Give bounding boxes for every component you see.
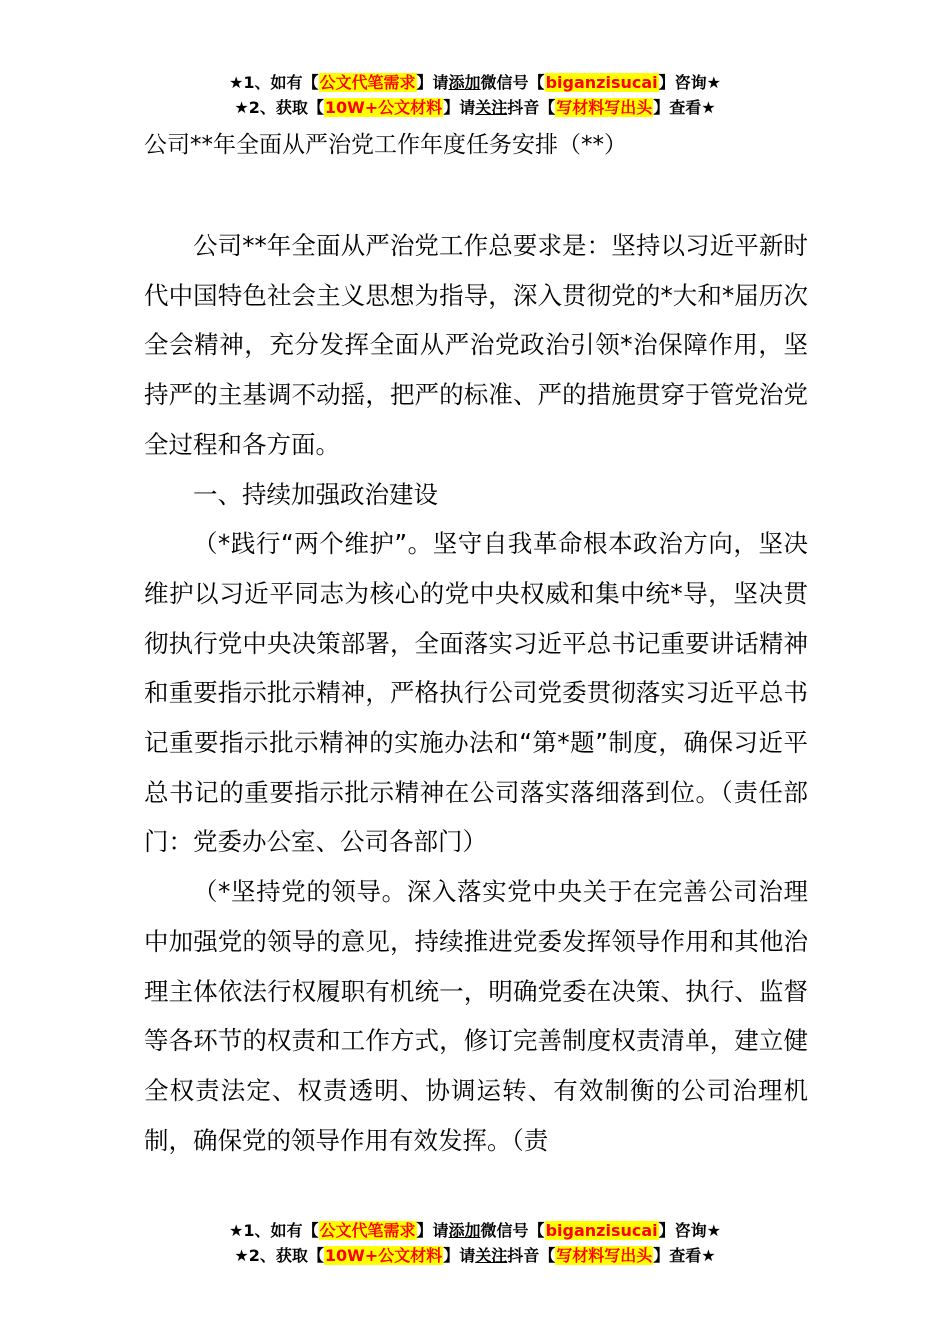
promo-douyin-id: 写材料写出头: [556, 98, 653, 117]
promo-line-1: [0, 70, 950, 95]
promo-text: ★1、如有【: [229, 1221, 319, 1240]
paragraph-party-leadership: （*坚持党的领导。深入落实党中央关于在完善公司治理中加强党的领导的意见，持续推进党委发挥领导作用和其他治理主体依法行权履职有机统一，明确党委在决策、执行、监督等各环节的权责和工作方式，修订完善制度权责清单，建立健全权责法定、权责透明、协调运转、有效制衡的公司治理机制，确保党的领导作用有效发挥。（责: [144, 877, 808, 1155]
promo-text: 】查看★: [653, 98, 716, 117]
promo-text: 】请: [416, 73, 449, 92]
promo-text: 抖音【: [507, 1246, 556, 1265]
paragraph-two-safeguards: （*践行“两个维护”。坚守自我革命根本政治方向，坚决维护以习近平同志为核心的党中央权威和集中统*导，坚决贯彻执行党中央决策部署，全面落实习近平总书记重要讲话精神和重要指示批示精神，严格执行公司党委贯彻落实习近平总书记重要指示批示精神的实施办法和“第*题”制度，确保习近平总书记的重要指示批示精神在公司落实落细落到位。（责任部门：党委办公室、公司各部门）: [144, 529, 808, 857]
promo-line-2: [0, 95, 950, 120]
promo-highlight: 10W+公文材料: [324, 1246, 443, 1265]
promo-text: 微信号【: [480, 73, 545, 92]
section-heading-political-construction: 一、持续加强政治建设: [193, 479, 438, 509]
promo-highlight: 10W+公文材料: [324, 98, 443, 117]
promo-underline-text: 关注: [475, 98, 508, 117]
promo-douyin-id: 写材料写出头: [556, 1246, 653, 1265]
promo-text: 】请: [416, 1221, 449, 1240]
promo-text: ★1、如有【: [229, 73, 319, 92]
promo-line-2: [0, 1243, 950, 1268]
promo-text: 】咨询★: [658, 73, 721, 92]
promo-underline-text: 关注: [475, 1246, 508, 1265]
promo-wechat-id: biganzisucai: [545, 73, 658, 92]
document-body: [144, 221, 808, 1165]
promo-text: 】请: [443, 1246, 476, 1265]
promo-text: 抖音【: [507, 98, 556, 117]
promo-line-1: [0, 1218, 950, 1243]
promo-text: 】咨询★: [658, 1221, 721, 1240]
promo-text: 微信号【: [480, 1221, 545, 1240]
promo-text: ★2、获取【: [234, 98, 324, 117]
promo-highlight: 公文代笔需求: [319, 1221, 416, 1240]
promo-text: 】查看★: [653, 1246, 716, 1265]
promo-underline-text: 添加: [448, 1221, 481, 1240]
paragraph-general-requirement: 公司**年全面从严治党工作总要求是：坚持以习近平新时代中国特色社会主义思想为指导，深入贯彻党的*大和*届历次全会精神，充分发挥全面从严治党政治引领*治保障作用，坚持严的主基调不动摇，把严的标准、严的措施贯穿于管党治党全过程和各方面。: [144, 231, 808, 459]
document-title: 公司**年全面从严治党工作年度任务安排（**）: [144, 132, 627, 158]
promo-banner-bottom: [0, 1218, 950, 1268]
promo-text: 】请: [443, 98, 476, 117]
promo-highlight: 公文代笔需求: [319, 73, 416, 92]
promo-underline-text: 添加: [448, 73, 481, 92]
promo-text: ★2、获取【: [234, 1246, 324, 1265]
promo-wechat-id: biganzisucai: [545, 1221, 658, 1240]
promo-banner-top: [0, 70, 950, 120]
